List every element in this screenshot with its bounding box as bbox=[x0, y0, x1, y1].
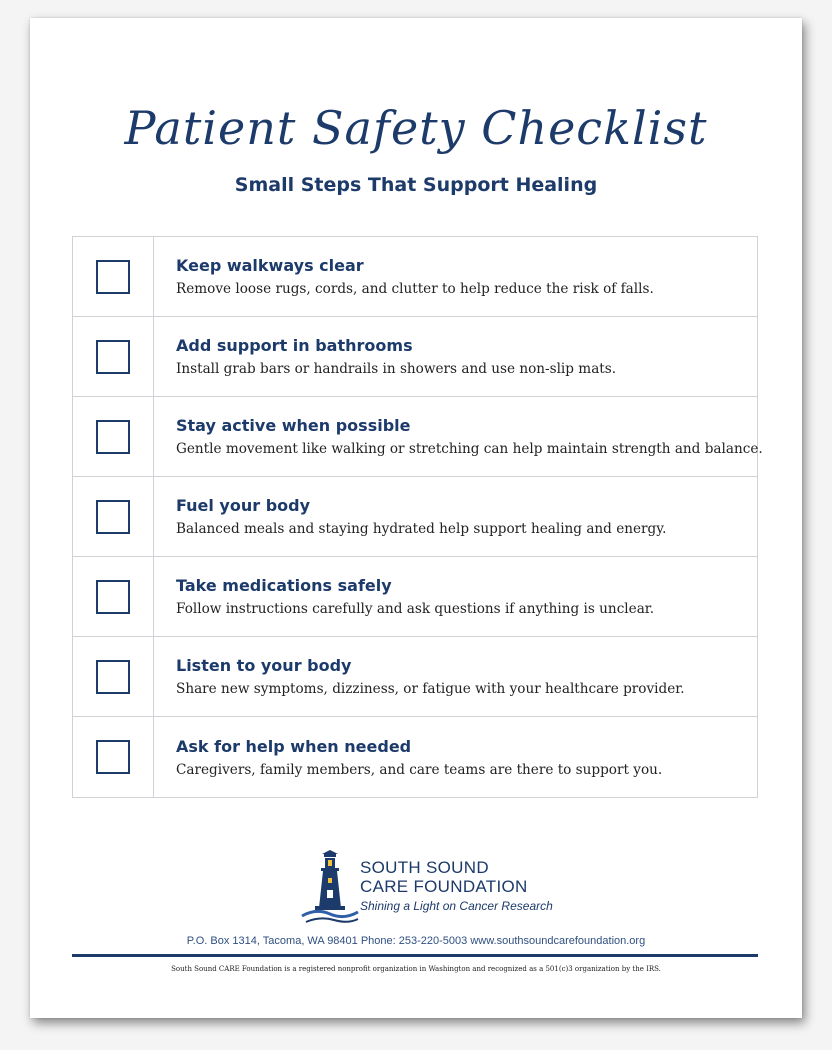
item-description: Balanced meals and staying hydrated help support healing and energy. bbox=[176, 521, 667, 537]
item-title: Keep walkways clear bbox=[176, 256, 364, 275]
checkbox-cell bbox=[73, 397, 154, 476]
item-description: Gentle movement like walking or stretching can help maintain strength and balance. bbox=[176, 441, 763, 457]
item-title: Stay active when possible bbox=[176, 416, 411, 435]
checkbox-cell bbox=[73, 717, 154, 797]
item-text bbox=[154, 557, 757, 636]
checklist-row bbox=[73, 717, 757, 797]
logo-name-line1: SOUTH SOUND bbox=[360, 858, 489, 877]
checkbox-cell bbox=[73, 237, 154, 316]
contact-info: P.O. Box 1314, Tacoma, WA 98401 Phone: 253-220-5003 www.southsoundcarefoundation.org bbox=[186, 935, 646, 947]
item-text bbox=[154, 317, 757, 396]
checklist-row bbox=[73, 317, 757, 397]
checklist-row bbox=[73, 397, 763, 477]
item-description: Share new symptoms, dizziness, or fatigue with your healthcare provider. bbox=[176, 681, 685, 697]
checkbox-cell bbox=[73, 477, 154, 556]
checkbox[interactable] bbox=[96, 420, 130, 454]
checkbox[interactable] bbox=[96, 580, 130, 614]
checkbox-cell bbox=[73, 317, 154, 396]
checkbox-cell bbox=[73, 637, 154, 716]
page-subtitle: Small Steps That Support Healing bbox=[234, 174, 598, 196]
item-description: Follow instructions carefully and ask questions if anything is unclear. bbox=[176, 601, 655, 617]
checkbox[interactable] bbox=[96, 660, 130, 694]
checkbox[interactable] bbox=[96, 740, 130, 774]
logo-name-line2: CARE FOUNDATION bbox=[360, 877, 528, 896]
item-title: Listen to your body bbox=[176, 656, 352, 675]
item-text bbox=[154, 397, 763, 476]
foundation-logo bbox=[300, 850, 553, 926]
item-title: Take medications safely bbox=[176, 576, 392, 595]
checkbox[interactable] bbox=[96, 260, 130, 294]
checkbox[interactable] bbox=[96, 340, 130, 374]
item-title: Ask for help when needed bbox=[176, 736, 412, 756]
page-title: Patient Safety Checklist bbox=[124, 101, 708, 155]
checklist-table bbox=[72, 236, 763, 798]
item-title: Fuel your body bbox=[176, 496, 311, 515]
checklist-row bbox=[73, 237, 757, 317]
checkbox-cell bbox=[73, 557, 154, 636]
footer-divider bbox=[72, 954, 758, 957]
item-text bbox=[154, 237, 757, 316]
checklist-row bbox=[73, 477, 757, 557]
item-description: Install grab bars or handrails in showers and use non-slip mats. bbox=[176, 361, 617, 377]
lighthouse-icon bbox=[300, 850, 360, 926]
item-text bbox=[154, 477, 757, 556]
footer-note: South Sound CARE Foundation is a registered nonprofit organization in Washington and recognized as a 501(c)3 organization by the IRS. bbox=[171, 965, 661, 973]
checklist-row bbox=[73, 557, 757, 637]
item-description: Remove loose rugs, cords, and clutter to help reduce the risk of falls. bbox=[176, 281, 654, 297]
item-title: Add support in bathrooms bbox=[176, 336, 413, 355]
checklist-row bbox=[73, 637, 757, 717]
logo-tagline: Shining a Light on Cancer Research bbox=[360, 899, 553, 913]
document-page bbox=[30, 18, 802, 1018]
item-text bbox=[154, 717, 757, 797]
item-text bbox=[154, 637, 757, 716]
checkbox[interactable] bbox=[96, 500, 130, 534]
item-description: Caregivers, family members, and care teams are there to support you. bbox=[176, 761, 663, 778]
